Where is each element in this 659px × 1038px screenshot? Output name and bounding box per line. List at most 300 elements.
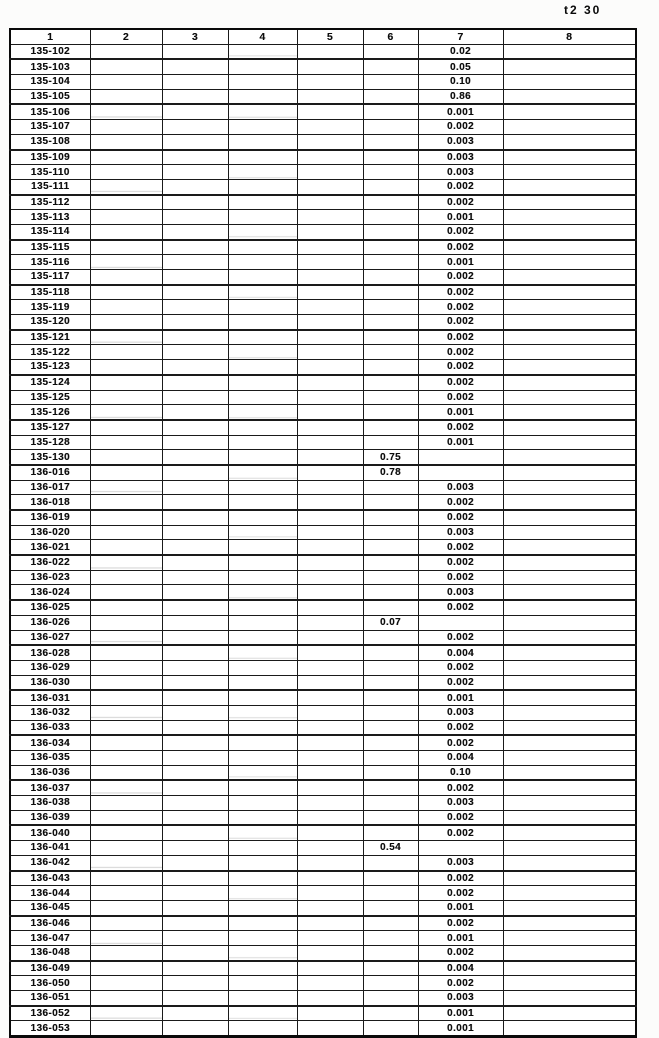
empty-cell (363, 765, 418, 780)
column-header-1: 1 (10, 29, 90, 44)
value-cell: 0.002 (418, 825, 503, 840)
empty-cell (90, 540, 162, 555)
empty-cell (363, 120, 418, 135)
value-cell: 0.002 (418, 871, 503, 886)
empty-cell (162, 240, 228, 255)
empty-cell (90, 916, 162, 931)
empty-cell (162, 615, 228, 630)
empty-cell (297, 855, 363, 870)
empty-cell (162, 120, 228, 135)
empty-cell (363, 270, 418, 285)
table-row (10, 900, 636, 915)
empty-cell (363, 134, 418, 149)
table-row (10, 1021, 636, 1037)
empty-cell (297, 751, 363, 766)
empty-cell (228, 645, 297, 660)
sample-id-cell: 136-051 (10, 991, 90, 1006)
empty-cell (363, 315, 418, 330)
table-row (10, 825, 636, 840)
empty-cell (228, 300, 297, 315)
empty-cell (162, 89, 228, 104)
empty-cell (503, 450, 636, 465)
table-row (10, 285, 636, 300)
value-cell: 0.002 (418, 510, 503, 525)
table-row (10, 179, 636, 194)
empty-cell (162, 675, 228, 690)
empty-cell (503, 645, 636, 660)
sample-id-cell: 136-026 (10, 615, 90, 630)
sample-id-cell: 136-053 (10, 1021, 90, 1037)
empty-cell (297, 810, 363, 825)
table-row (10, 435, 636, 450)
empty-cell (297, 285, 363, 300)
value-cell: 0.002 (418, 675, 503, 690)
empty-cell (297, 465, 363, 480)
sample-id-cell: 135-124 (10, 375, 90, 390)
table-row (10, 300, 636, 315)
empty-cell (363, 886, 418, 901)
empty-cell (503, 630, 636, 645)
table-row (10, 540, 636, 555)
table-row (10, 420, 636, 435)
table-row (10, 480, 636, 495)
table-row (10, 150, 636, 165)
empty-cell (228, 330, 297, 345)
sample-id-cell: 135-121 (10, 330, 90, 345)
empty-cell (90, 735, 162, 750)
sample-id-cell: 136-047 (10, 931, 90, 946)
sample-id-cell: 135-109 (10, 150, 90, 165)
table-body (10, 44, 636, 1036)
table-row (10, 615, 636, 630)
sample-id-cell: 136-041 (10, 841, 90, 856)
empty-cell (363, 525, 418, 540)
sample-id-cell: 136-040 (10, 825, 90, 840)
empty-cell (228, 165, 297, 180)
empty-cell (363, 705, 418, 720)
value-cell: 0.001 (418, 1006, 503, 1021)
table-row (10, 585, 636, 600)
value-cell: 0.001 (418, 405, 503, 420)
value-cell: 0.003 (418, 165, 503, 180)
value-cell: 0.002 (418, 600, 503, 615)
value-cell: 0.001 (418, 255, 503, 270)
empty-cell (228, 931, 297, 946)
empty-cell (297, 916, 363, 931)
empty-cell (162, 330, 228, 345)
empty-cell (90, 375, 162, 390)
value-cell: 0.002 (418, 886, 503, 901)
sample-id-cell: 136-024 (10, 585, 90, 600)
empty-cell (503, 210, 636, 225)
empty-cell (297, 931, 363, 946)
value-cell: 0.002 (418, 285, 503, 300)
empty-cell (228, 780, 297, 795)
empty-cell (363, 150, 418, 165)
empty-cell (363, 179, 418, 194)
empty-cell (297, 720, 363, 735)
table-row (10, 931, 636, 946)
empty-cell (503, 150, 636, 165)
sample-id-cell: 135-117 (10, 270, 90, 285)
empty-cell (363, 555, 418, 570)
value-cell: 0.002 (418, 780, 503, 795)
empty-cell (228, 360, 297, 375)
sample-id-cell: 136-025 (10, 600, 90, 615)
empty-cell (297, 375, 363, 390)
header-row (10, 29, 636, 44)
value-cell: 0.002 (418, 540, 503, 555)
empty-cell (503, 255, 636, 270)
empty-cell (503, 555, 636, 570)
empty-cell (363, 495, 418, 510)
empty-cell (363, 780, 418, 795)
column-header-4: 4 (228, 29, 297, 44)
empty-cell (90, 825, 162, 840)
empty-cell (503, 240, 636, 255)
table-row (10, 555, 636, 570)
value-cell: 0.002 (418, 375, 503, 390)
empty-cell (90, 89, 162, 104)
empty-cell (228, 240, 297, 255)
empty-cell (162, 961, 228, 976)
value-cell: 0.002 (418, 570, 503, 585)
sample-id-cell: 136-030 (10, 675, 90, 690)
empty-cell (228, 540, 297, 555)
table-row (10, 570, 636, 585)
sample-id-cell: 135-127 (10, 420, 90, 435)
table-row (10, 224, 636, 239)
empty-cell (297, 224, 363, 239)
table-row (10, 630, 636, 645)
value-cell: 0.002 (418, 420, 503, 435)
empty-cell (297, 991, 363, 1006)
empty-cell (90, 961, 162, 976)
empty-cell (503, 134, 636, 149)
empty-cell (363, 570, 418, 585)
empty-cell (162, 495, 228, 510)
sample-id-cell: 135-110 (10, 165, 90, 180)
table-row (10, 810, 636, 825)
empty-cell (363, 961, 418, 976)
empty-cell (297, 600, 363, 615)
empty-cell (90, 900, 162, 915)
empty-cell (90, 450, 162, 465)
empty-cell (90, 195, 162, 210)
empty-cell (503, 720, 636, 735)
empty-cell (162, 195, 228, 210)
sample-id-cell: 135-128 (10, 435, 90, 450)
empty-cell (162, 600, 228, 615)
sample-id-cell: 135-125 (10, 390, 90, 405)
empty-cell (90, 886, 162, 901)
empty-cell (363, 285, 418, 300)
empty-cell (90, 405, 162, 420)
empty-cell (90, 44, 162, 59)
empty-cell (503, 841, 636, 856)
empty-cell (297, 75, 363, 90)
empty-cell (297, 510, 363, 525)
empty-cell (503, 855, 636, 870)
table-row (10, 510, 636, 525)
empty-cell (297, 300, 363, 315)
empty-cell (162, 900, 228, 915)
value-cell: 0.10 (418, 75, 503, 90)
value-cell: 0.10 (418, 765, 503, 780)
empty-cell (297, 555, 363, 570)
empty-cell (503, 886, 636, 901)
table-row (10, 945, 636, 960)
empty-cell (162, 270, 228, 285)
empty-cell (503, 690, 636, 705)
empty-cell (503, 660, 636, 675)
empty-cell (503, 360, 636, 375)
empty-cell (297, 825, 363, 840)
empty-cell (228, 210, 297, 225)
table-row (10, 390, 636, 405)
sample-id-cell: 136-045 (10, 900, 90, 915)
empty-cell (90, 390, 162, 405)
empty-cell (228, 120, 297, 135)
empty-cell (162, 210, 228, 225)
sample-id-cell: 136-048 (10, 945, 90, 960)
empty-cell (297, 360, 363, 375)
empty-cell (297, 255, 363, 270)
empty-cell (162, 645, 228, 660)
table-row (10, 675, 636, 690)
sample-id-cell: 135-107 (10, 120, 90, 135)
sample-id-cell: 136-039 (10, 810, 90, 825)
empty-cell (363, 195, 418, 210)
empty-cell (363, 871, 418, 886)
empty-cell (503, 751, 636, 766)
empty-cell (162, 255, 228, 270)
empty-cell (363, 690, 418, 705)
empty-cell (503, 615, 636, 630)
value-cell: 0.002 (418, 315, 503, 330)
empty-cell (363, 751, 418, 766)
empty-cell (297, 961, 363, 976)
empty-cell (228, 751, 297, 766)
empty-cell (363, 585, 418, 600)
empty-cell (90, 240, 162, 255)
empty-cell (90, 75, 162, 90)
empty-cell (228, 420, 297, 435)
empty-cell (228, 510, 297, 525)
value-cell: 0.001 (418, 690, 503, 705)
empty-cell (503, 810, 636, 825)
value-cell: 0.002 (418, 360, 503, 375)
table-row (10, 165, 636, 180)
table-row (10, 375, 636, 390)
empty-cell (90, 345, 162, 360)
table-row (10, 1006, 636, 1021)
value-cell: 0.001 (418, 1021, 503, 1037)
empty-cell (297, 675, 363, 690)
empty-cell (162, 720, 228, 735)
empty-cell (297, 871, 363, 886)
empty-cell (90, 1021, 162, 1037)
empty-cell (228, 405, 297, 420)
empty-cell (363, 104, 418, 119)
sample-id-cell: 136-034 (10, 735, 90, 750)
sample-id-cell: 136-042 (10, 855, 90, 870)
empty-cell (90, 945, 162, 960)
empty-cell (503, 270, 636, 285)
empty-cell (228, 270, 297, 285)
sample-id-cell: 136-021 (10, 540, 90, 555)
empty-cell (90, 871, 162, 886)
empty-cell (297, 976, 363, 991)
empty-cell (363, 735, 418, 750)
table-row (10, 976, 636, 991)
empty-cell (228, 375, 297, 390)
table-row (10, 89, 636, 104)
empty-cell (90, 134, 162, 149)
empty-cell (418, 465, 503, 480)
empty-cell (297, 315, 363, 330)
value-cell: 0.003 (418, 705, 503, 720)
empty-cell (162, 1006, 228, 1021)
empty-cell (228, 961, 297, 976)
empty-cell (503, 585, 636, 600)
table-row (10, 780, 636, 795)
empty-cell (297, 525, 363, 540)
value-cell: 0.002 (418, 660, 503, 675)
empty-cell (90, 270, 162, 285)
empty-cell (503, 525, 636, 540)
empty-cell (228, 570, 297, 585)
empty-cell (228, 345, 297, 360)
value-cell: 0.001 (418, 210, 503, 225)
empty-cell (297, 480, 363, 495)
sample-id-cell: 136-032 (10, 705, 90, 720)
empty-cell (503, 1006, 636, 1021)
empty-cell (503, 104, 636, 119)
empty-cell (503, 705, 636, 720)
value-cell: 0.002 (418, 735, 503, 750)
empty-cell (228, 44, 297, 59)
empty-cell (503, 120, 636, 135)
sample-id-cell: 135-119 (10, 300, 90, 315)
empty-cell (90, 330, 162, 345)
empty-cell (297, 450, 363, 465)
empty-cell (162, 315, 228, 330)
empty-cell (363, 330, 418, 345)
empty-cell (228, 871, 297, 886)
empty-cell (503, 345, 636, 360)
empty-cell (503, 195, 636, 210)
empty-cell (228, 150, 297, 165)
empty-cell (228, 75, 297, 90)
empty-cell (228, 796, 297, 811)
column-header-6: 6 (363, 29, 418, 44)
sample-id-cell: 135-103 (10, 59, 90, 74)
empty-cell (162, 405, 228, 420)
empty-cell (503, 916, 636, 931)
value-cell: 0.002 (418, 495, 503, 510)
sample-id-cell: 135-115 (10, 240, 90, 255)
empty-cell (363, 44, 418, 59)
empty-cell (503, 465, 636, 480)
empty-cell (228, 89, 297, 104)
empty-cell (90, 991, 162, 1006)
sample-id-cell: 135-130 (10, 450, 90, 465)
table-row (10, 59, 636, 74)
column-header-8: 8 (503, 29, 636, 44)
empty-cell (90, 675, 162, 690)
empty-cell (297, 841, 363, 856)
empty-cell (228, 255, 297, 270)
table-row (10, 961, 636, 976)
table-row (10, 240, 636, 255)
empty-cell (90, 495, 162, 510)
empty-cell (503, 179, 636, 194)
empty-cell (162, 150, 228, 165)
empty-cell (297, 780, 363, 795)
column-header-7: 7 (418, 29, 503, 44)
sample-id-cell: 135-104 (10, 75, 90, 90)
empty-cell (363, 600, 418, 615)
page-stamp: t2 30 (564, 3, 602, 17)
empty-cell (90, 810, 162, 825)
empty-cell (503, 900, 636, 915)
empty-cell (228, 690, 297, 705)
empty-cell (363, 991, 418, 1006)
empty-cell (503, 780, 636, 795)
empty-cell (363, 675, 418, 690)
empty-cell (228, 435, 297, 450)
empty-cell (297, 585, 363, 600)
empty-cell (363, 435, 418, 450)
empty-cell (162, 1021, 228, 1037)
empty-cell (90, 931, 162, 946)
sample-id-cell: 136-017 (10, 480, 90, 495)
empty-cell (503, 495, 636, 510)
empty-cell (162, 780, 228, 795)
empty-cell (363, 945, 418, 960)
empty-cell (228, 705, 297, 720)
empty-cell (162, 224, 228, 239)
empty-cell (363, 660, 418, 675)
empty-cell (363, 855, 418, 870)
empty-cell (162, 825, 228, 840)
empty-cell (363, 720, 418, 735)
empty-cell (297, 59, 363, 74)
empty-cell (297, 630, 363, 645)
value-cell: 0.002 (418, 630, 503, 645)
sample-id-cell: 136-052 (10, 1006, 90, 1021)
value-cell: 0.07 (363, 615, 418, 630)
empty-cell (297, 420, 363, 435)
table-row (10, 690, 636, 705)
empty-cell (297, 120, 363, 135)
empty-cell (90, 104, 162, 119)
empty-cell (228, 224, 297, 239)
empty-cell (503, 480, 636, 495)
empty-cell (297, 345, 363, 360)
empty-cell (228, 1006, 297, 1021)
value-cell: 0.002 (418, 240, 503, 255)
sample-id-cell: 135-105 (10, 89, 90, 104)
empty-cell (363, 89, 418, 104)
empty-cell (228, 600, 297, 615)
empty-cell (228, 495, 297, 510)
empty-cell (90, 630, 162, 645)
empty-cell (228, 615, 297, 630)
empty-cell (90, 555, 162, 570)
empty-cell (297, 210, 363, 225)
